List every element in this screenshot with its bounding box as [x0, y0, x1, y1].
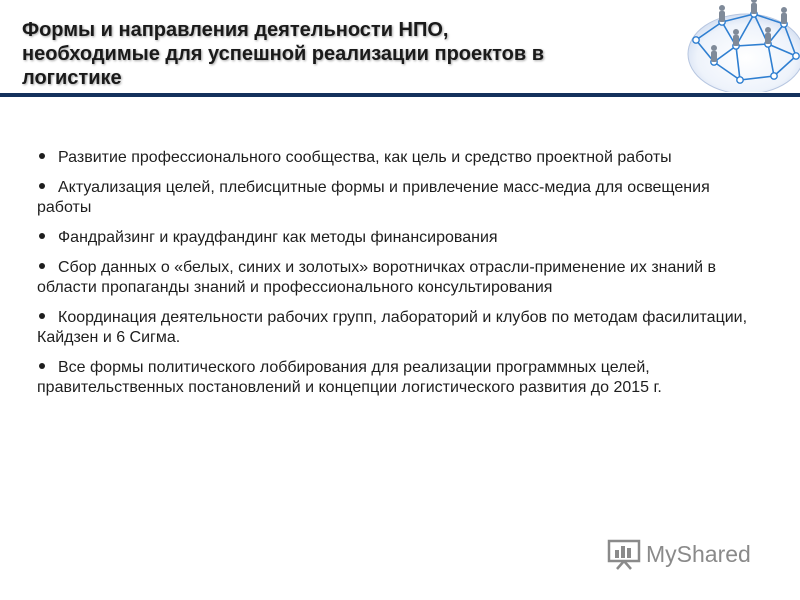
title-line: необходимые для успешной реализации проектов в	[22, 43, 545, 65]
bullet-list	[37, 148, 757, 408]
presentation-board-icon	[609, 541, 639, 569]
bullet-icon	[39, 363, 45, 369]
list-item	[37, 308, 757, 348]
list-item-text: Развитие профессионального сообщества, как цель и средство проектной работы	[58, 149, 672, 166]
list-item-text: Все формы политического лоббирования для реализации программных целей, правительственных постановлений и концепции логистического развития до 2015 г.	[37, 359, 662, 396]
list-item-text: Координация деятельности рабочих групп, лабораторий и клубов по методам фасилитации, Кайдзен и 6 Сигма.	[37, 309, 748, 346]
bullet-icon	[39, 153, 45, 159]
title-divider	[0, 93, 800, 97]
bullet-icon	[39, 233, 45, 239]
title-line: Формы и направления деятельности НПО,	[22, 19, 449, 41]
myshared-logo	[606, 536, 766, 570]
bullet-icon	[39, 183, 45, 189]
bullet-icon	[39, 313, 45, 319]
list-item-text: Фандрайзинг и краудфандинг как методы финансирования	[58, 229, 498, 246]
list-item	[37, 228, 757, 248]
people-network-icon	[684, 0, 800, 92]
logo-text: MyShared	[646, 541, 751, 567]
list-item-text: Актуализация целей, плебисцитные формы и привлечение масс-медиа для освещения работы	[37, 179, 710, 216]
list-item	[37, 258, 757, 298]
list-item	[37, 178, 757, 218]
list-item	[37, 148, 757, 168]
title-line: логистике	[22, 67, 122, 89]
slide-title	[22, 18, 682, 90]
list-item	[37, 358, 757, 398]
list-item-text: Сбор данных о «белых, синих и золотых» воротничках отрасли-применение их знаний в области пропаганды знаний и профессионального консультирования	[37, 259, 717, 296]
bullet-icon	[39, 263, 45, 269]
